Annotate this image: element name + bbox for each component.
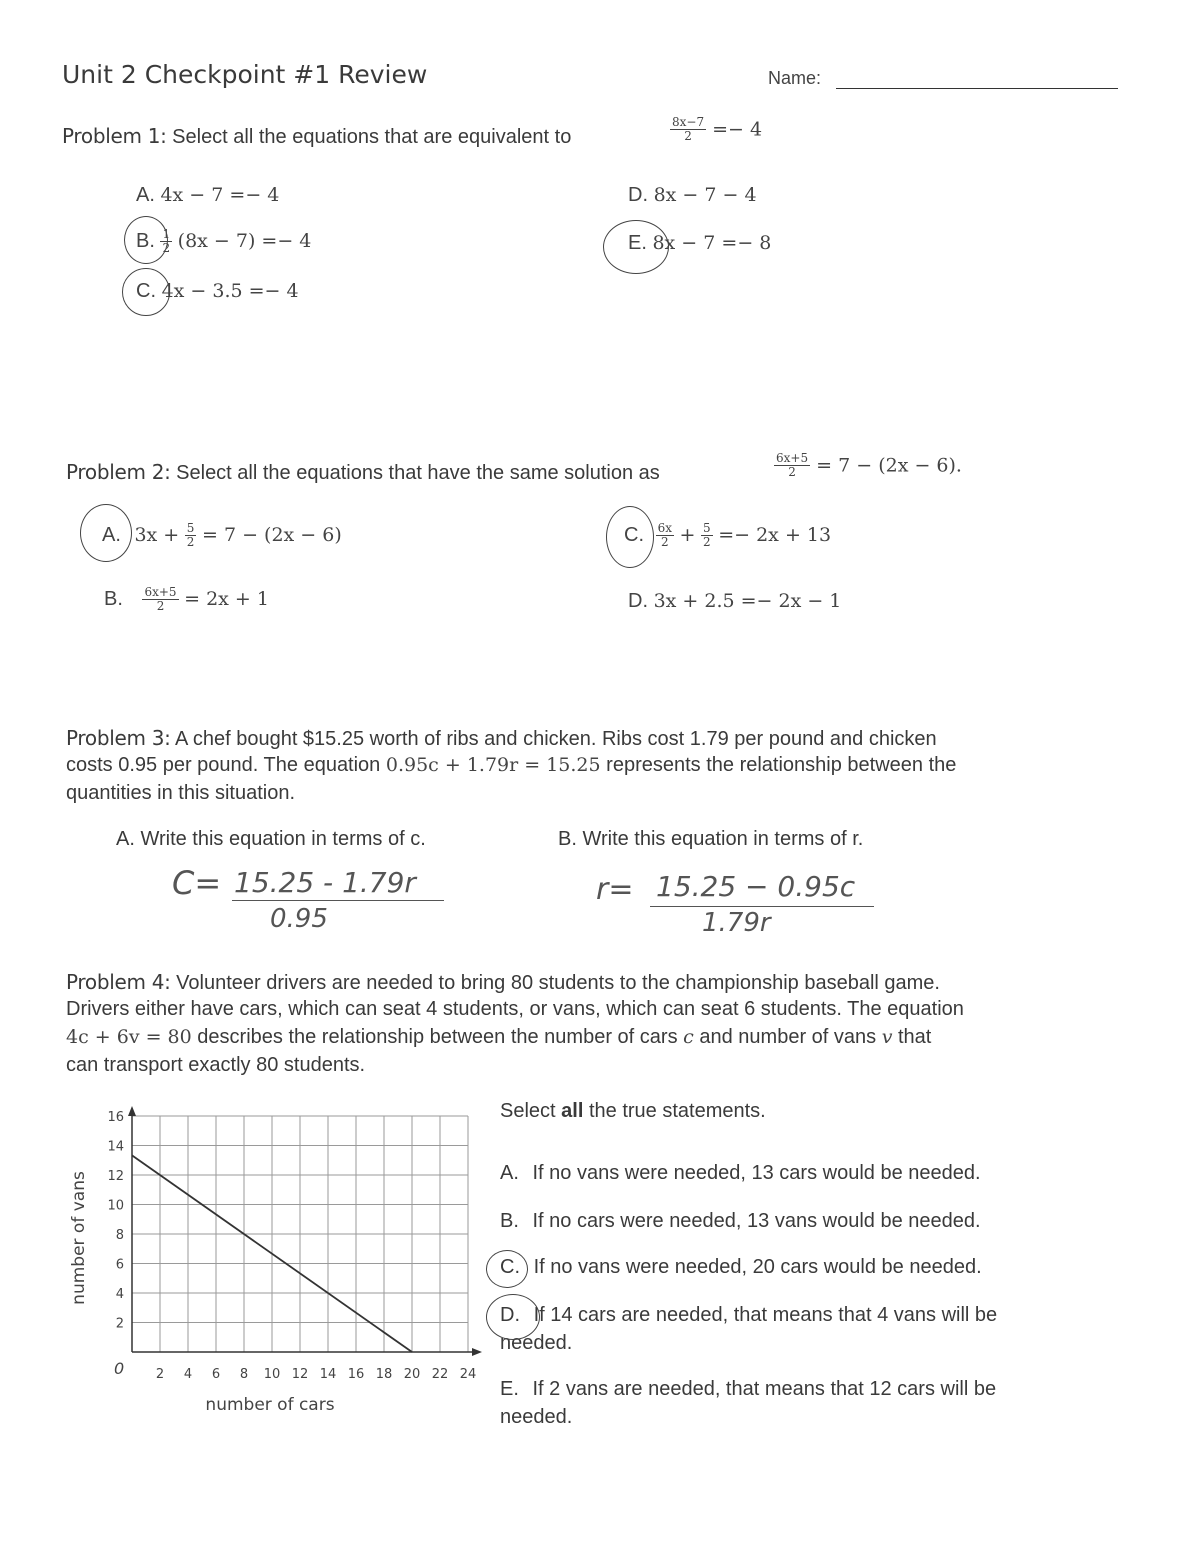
problem1-eq-numerator: 8x−7 [672, 115, 705, 129]
option-b-label: B. [136, 229, 155, 252]
answer-a-numerator: 15.25 - 1.79r [234, 866, 416, 899]
circle-mark-b [124, 216, 171, 264]
problem1-equation [670, 116, 762, 143]
problem1-eq-rhs: =− 4 [712, 118, 763, 141]
problem1-option-d[interactable] [628, 184, 757, 207]
problem1-text: Select all the equations that are equivalent to [172, 126, 572, 148]
problem3-line1 [66, 726, 937, 751]
p2-option-c-frac2-num: 5 [703, 521, 711, 535]
problem4-line3 [66, 1026, 931, 1049]
option-b-equation: (8x − 7) =− 4 [177, 229, 312, 252]
p2-option-b-rhs: = 2x + 1 [184, 587, 269, 610]
problem3-part-a: A. Write this equation in terms of c. [116, 828, 426, 850]
problem2-eq-denominator: 2 [788, 465, 796, 479]
x-tick-label-24: 24 [459, 1367, 477, 1382]
problem2-equation [774, 452, 962, 479]
problem4-line4: can transport exactly 80 students. [66, 1054, 366, 1076]
p2-option-c-frac2-den: 2 [703, 535, 711, 549]
option-c-equation: 4x − 3.5 =− 4 [161, 280, 299, 302]
option-b-frac-den: 2 [162, 241, 171, 255]
chart-x-axis-title: number of cars [205, 1395, 335, 1415]
problem4-text-3b: and number of vans [699, 1026, 877, 1048]
chart-grid [132, 1116, 468, 1352]
option-c-label: C. [136, 280, 156, 302]
y-tick-label-6: 6 [115, 1257, 124, 1273]
option-d-equation: 8x − 7 − 4 [653, 184, 757, 206]
problem3-label: Problem 3: [66, 726, 171, 750]
name-label: Name: [768, 68, 822, 88]
problem1-label: Problem 1: [62, 124, 167, 148]
circle-mark-p2-c [606, 506, 654, 568]
y-tick-label-8: 8 [115, 1228, 124, 1243]
x-tick-label-16: 16 [347, 1367, 365, 1382]
p2-option-a-rhs: = 7 − (2x − 6) [202, 523, 342, 546]
statement-e-text-1: If 2 vans are needed, that means that 12 cars will be [532, 1378, 997, 1400]
statement-e[interactable] [500, 1378, 996, 1401]
x-tick-label-10: 10 [263, 1367, 281, 1382]
problem2-option-a[interactable] [102, 522, 342, 549]
statement-b-label: B. [500, 1210, 519, 1232]
problem2-option-d[interactable] [628, 590, 841, 613]
y-tick-label-16: 16 [107, 1110, 124, 1125]
y-tick-label-12: 12 [107, 1169, 124, 1184]
problem4-text-1: Volunteer drivers are needed to bring 80 students to the championship baseball game. [176, 972, 940, 994]
problem4-text-3c: that [898, 1026, 932, 1048]
statement-a-text: If no vans were needed, 13 cars would be needed. [532, 1162, 981, 1184]
p2-option-c-rhs: =− 2x + 13 [718, 523, 832, 546]
p2-option-b-frac-den: 2 [156, 599, 165, 613]
x-tick-label-6: 6 [211, 1367, 221, 1382]
statement-a-label: A. [500, 1162, 519, 1184]
p2-option-c-plus: + [679, 523, 696, 546]
p2-option-d-equation: 3x + 2.5 =− 2x − 1 [653, 590, 842, 612]
chart-axes [128, 1106, 482, 1356]
problem2-label: Problem 2: [66, 460, 171, 484]
answer-a-fraction-bar [232, 900, 444, 901]
p2-option-c-frac1-den: 2 [660, 535, 669, 549]
answer-b-fraction-bar [650, 906, 874, 907]
statement-e-label: E. [500, 1378, 519, 1400]
x-tick-label-22: 22 [431, 1367, 449, 1382]
x-tick-label-4: 4 [183, 1367, 193, 1382]
x-tick-label-14: 14 [319, 1367, 337, 1382]
circle-mark-p2-a [80, 504, 132, 562]
p2-option-c-label: C. [624, 523, 644, 546]
statement-c-text: If no vans were needed, 20 cars would be needed. [533, 1256, 982, 1278]
option-a-label: A. [136, 184, 155, 206]
name-field[interactable] [836, 88, 1118, 89]
problem2-eq-numerator: 6x+5 [776, 451, 809, 465]
statement-c-label: C. [500, 1256, 520, 1278]
y-tick-label-14: 14 [107, 1139, 124, 1155]
problem4-text-3a: describes the relationship between the number of cars [197, 1026, 678, 1048]
select-text-b: the true statements. [588, 1100, 766, 1122]
p2-option-c-frac1-num: 6x [657, 521, 672, 535]
statement-d[interactable] [500, 1304, 997, 1327]
problem3-text-2a: costs 0.95 per pound. The equation [66, 754, 381, 776]
problem3-line3: quantities in this situation. [66, 782, 296, 804]
p2-option-b-label: B. [104, 587, 123, 610]
circle-mark-c [122, 268, 170, 316]
problem2-option-c[interactable] [624, 522, 831, 549]
p2-option-b-frac-num: 6x+5 [144, 585, 177, 599]
x-tick-label-18: 18 [375, 1367, 393, 1382]
answer-b-denominator: 1.79r [702, 908, 771, 938]
statement-d-cont: needed. [500, 1332, 573, 1354]
page-title: Unit 2 Checkpoint #1 Review [62, 60, 428, 89]
p2-option-a-frac-den: 2 [186, 535, 195, 549]
option-b-frac-num: 1 [162, 227, 171, 241]
problem2-option-b[interactable] [104, 586, 269, 613]
p2-option-d-label: D. [628, 590, 648, 612]
option-e-equation: 8x − 7 =− 8 [652, 232, 772, 254]
select-text-all: all [561, 1100, 584, 1122]
p2-option-a-label: A. [102, 523, 121, 546]
y-axis-arrow [128, 1106, 136, 1116]
problem4-var-c: c [683, 1026, 694, 1048]
answer-b-lhs: r= [596, 872, 634, 907]
chart-ticks [107, 1110, 476, 1382]
answer-a-denominator: 0.95 [270, 904, 328, 934]
x-axis-arrow [472, 1348, 482, 1356]
problem2-text: Select all the equations that have the same solution as [176, 462, 660, 484]
cars-vans-graph [60, 1100, 490, 1430]
problem3-equation: 0.95c + 1.79r = 15.25 [385, 754, 601, 776]
x-tick-label-12: 12 [291, 1367, 309, 1382]
y-tick-label-4: 4 [115, 1287, 124, 1302]
circle-mark-statement-d [486, 1294, 540, 1340]
answer-a-lhs: C= [172, 864, 222, 902]
x-tick-label-8: 8 [239, 1367, 249, 1382]
x-tick-label-20: 20 [403, 1367, 421, 1382]
answer-b-numerator: 15.25 − 0.95c [656, 870, 856, 903]
option-d-label: D. [628, 184, 648, 206]
problem1-prompt [62, 124, 571, 149]
problem4-var-v: v [881, 1026, 893, 1048]
statement-c[interactable] [500, 1256, 982, 1279]
y-tick-label-10: 10 [107, 1198, 124, 1214]
problem4-equation: 4c + 6v = 80 [66, 1026, 192, 1048]
chart-origin-label: 0 [114, 1359, 125, 1378]
problem3-text-2b: represents the relationship between the [606, 754, 957, 776]
problem1-option-a[interactable] [136, 184, 279, 207]
circle-mark-statement-c [486, 1250, 528, 1288]
problem3-text-1: A chef bought $15.25 worth of ribs and chicken. Ribs cost 1.79 per pound and chicken [175, 728, 937, 750]
problem4-label: Problem 4: [66, 970, 171, 994]
option-e-label: E. [628, 232, 647, 254]
statement-a[interactable] [500, 1162, 981, 1185]
p2-option-a-frac-num: 5 [186, 521, 195, 535]
circle-mark-e [603, 220, 669, 274]
statement-d-text-1: If 14 cars are needed, that means that 4 vans will be [533, 1304, 998, 1326]
statement-b[interactable] [500, 1210, 981, 1233]
x-tick-label-2: 2 [155, 1367, 165, 1382]
statement-d-label: D. [500, 1304, 520, 1326]
chart-y-axis-title: number of vans [69, 1171, 89, 1305]
option-a-equation: 4x − 7 =− 4 [160, 184, 280, 206]
problem4-select-prompt [500, 1100, 766, 1123]
problem1-eq-denominator: 2 [684, 129, 692, 143]
problem2-prompt [66, 460, 660, 485]
problem4-line2: Drivers either have cars, which can seat 4 students, or vans, which can seat 6 students. The equation [66, 998, 964, 1020]
p2-option-a-lhs: 3x + [134, 523, 180, 546]
problem3-line2 [66, 754, 956, 777]
statement-b-text: If no cars were needed, 13 vans would be needed. [532, 1210, 981, 1232]
select-text-a: Select [500, 1100, 556, 1122]
problem3-part-b: B. Write this equation in terms of r. [558, 828, 864, 850]
statement-e-cont: needed. [500, 1406, 573, 1428]
y-tick-label-2: 2 [115, 1316, 124, 1332]
problem2-eq-rhs: = 7 − (2x − 6). [816, 454, 962, 477]
problem4-line1 [66, 970, 940, 995]
